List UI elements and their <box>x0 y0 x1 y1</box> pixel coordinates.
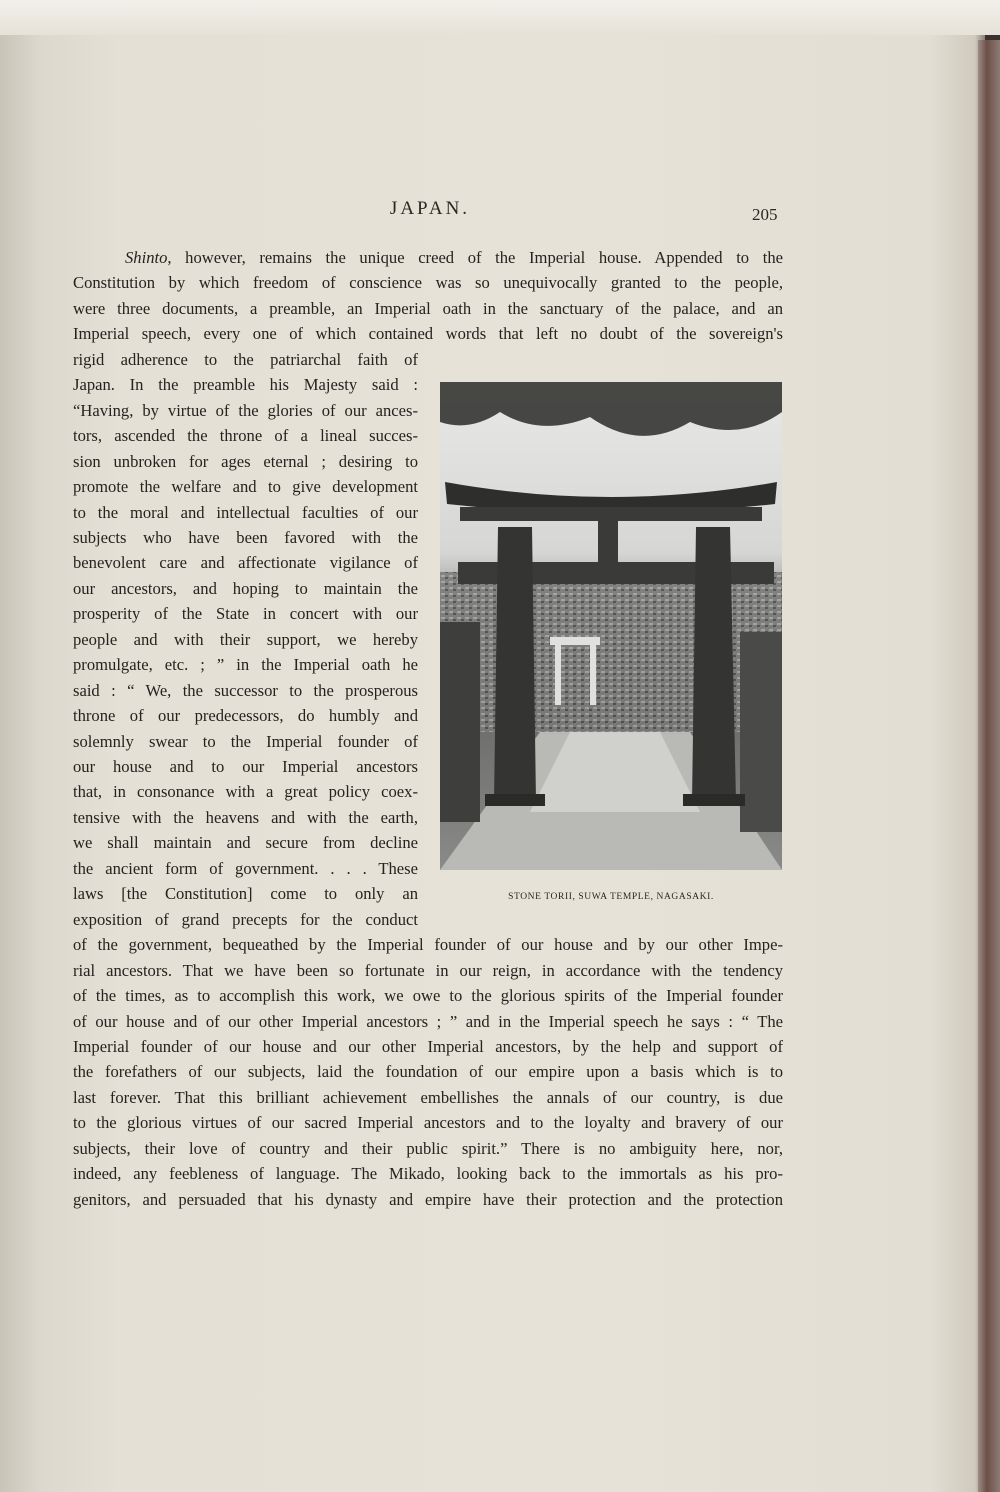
torii-photograph <box>440 382 782 870</box>
text-line: subjects who have been favored with the <box>73 527 418 547</box>
text-line: sion unbroken for ages eternal ; desiring to <box>73 451 418 471</box>
text-line: of the government, bequeathed by the Imperial founder of our house and by our other Impe- <box>73 935 783 955</box>
figure-caption: STONE TORII, SUWA TEMPLE, NAGASAKI. <box>508 892 714 902</box>
italic-word: Shinto <box>125 248 168 267</box>
text-line <box>73 248 783 268</box>
text-line: to the glorious virtues of our sacred Imperial ancestors and to the loyalty and bravery of our <box>73 1113 783 1133</box>
text-line: rial ancestors. That we have been so fortunate in our reign, in accordance with the tendency <box>73 960 783 980</box>
torii-illustration <box>440 382 782 870</box>
text-line: indeed, any feebleness of language. The Mikado, looking back to the immortals as his pro- <box>73 1164 783 1184</box>
text-line: tors, ascended the throne of a lineal succes- <box>73 426 418 446</box>
text-line: promote the welfare and to give development <box>73 477 418 497</box>
text-line: said : “ We, the successor to the prosperous <box>73 680 418 700</box>
text-line: laws [the Constitution] come to only an <box>73 884 418 904</box>
text-line: were three documents, a preamble, an Imperial oath in the sanctuary of the palace, and an <box>73 298 783 318</box>
text-line: of the times, as to accomplish this work, we owe to the glorious spirits of the Imperial founder <box>73 986 783 1006</box>
text-line: that, in consonance with a great policy coex- <box>73 782 418 802</box>
text-line: genitors, and persuaded that his dynasty and empire have their protection and the protection <box>73 1189 783 1209</box>
text-line: the forefathers of our subjects, laid the foundation of our empire upon a basis which is to <box>73 1062 783 1082</box>
text-line: our house and to our Imperial ancestors <box>73 757 418 776</box>
background-surface <box>0 0 1000 35</box>
running-title: JAPAN. <box>389 198 471 219</box>
text-line: the ancient form of government. . . . These <box>73 858 418 878</box>
text-line: rigid adherence to the patriarchal faith of <box>73 349 418 369</box>
book-edge <box>978 40 1000 1492</box>
text-line: tensive with the heavens and with the earth, <box>73 807 418 827</box>
text-line: our ancestors, and hoping to maintain the <box>73 578 418 598</box>
text-line: exposition of grand precepts for the conduct <box>73 909 418 929</box>
text-line: “Having, by virtue of the glories of our ances- <box>73 400 418 420</box>
text-line: of our house and of our other Imperial ancestors ; ” and in the Imperial speech he says : “ The <box>73 1011 783 1031</box>
text-line: throne of our predecessors, do humbly and <box>73 706 418 726</box>
text-line: solemnly swear to the Imperial founder of <box>73 731 418 751</box>
page-number: 205 <box>752 205 778 224</box>
text-line: last forever. That this brilliant achievement embellishes the annals of our country, is due <box>73 1087 783 1107</box>
text-line: Japan. In the preamble his Majesty said : <box>73 375 418 395</box>
text-line: Imperial founder of our house and our other Imperial ancestors, by the help and support of <box>73 1036 783 1056</box>
text-line: Imperial speech, every one of which contained words that left no doubt of the sovereign's <box>73 324 783 344</box>
text-line: people and with their support, we hereby <box>73 629 418 649</box>
text-line: benevolent care and affectionate vigilance of <box>73 553 418 573</box>
text-line: Constitution by which freedom of conscience was so unequivocally granted to the people, <box>73 273 783 293</box>
text-line: promulgate, etc. ; ” in the Imperial oath he <box>73 655 418 675</box>
text-line: prosperity of the State in concert with our <box>73 604 418 624</box>
text-fragment: , however, remains the unique creed of the Imperial house. Appended to the <box>167 248 783 267</box>
text-line: subjects, their love of country and their public spirit.” There is no ambiguity here, nor, <box>73 1138 783 1158</box>
text-line: to the moral and intellectual faculties of our <box>73 502 418 522</box>
text-line: we shall maintain and secure from decline <box>73 833 418 853</box>
